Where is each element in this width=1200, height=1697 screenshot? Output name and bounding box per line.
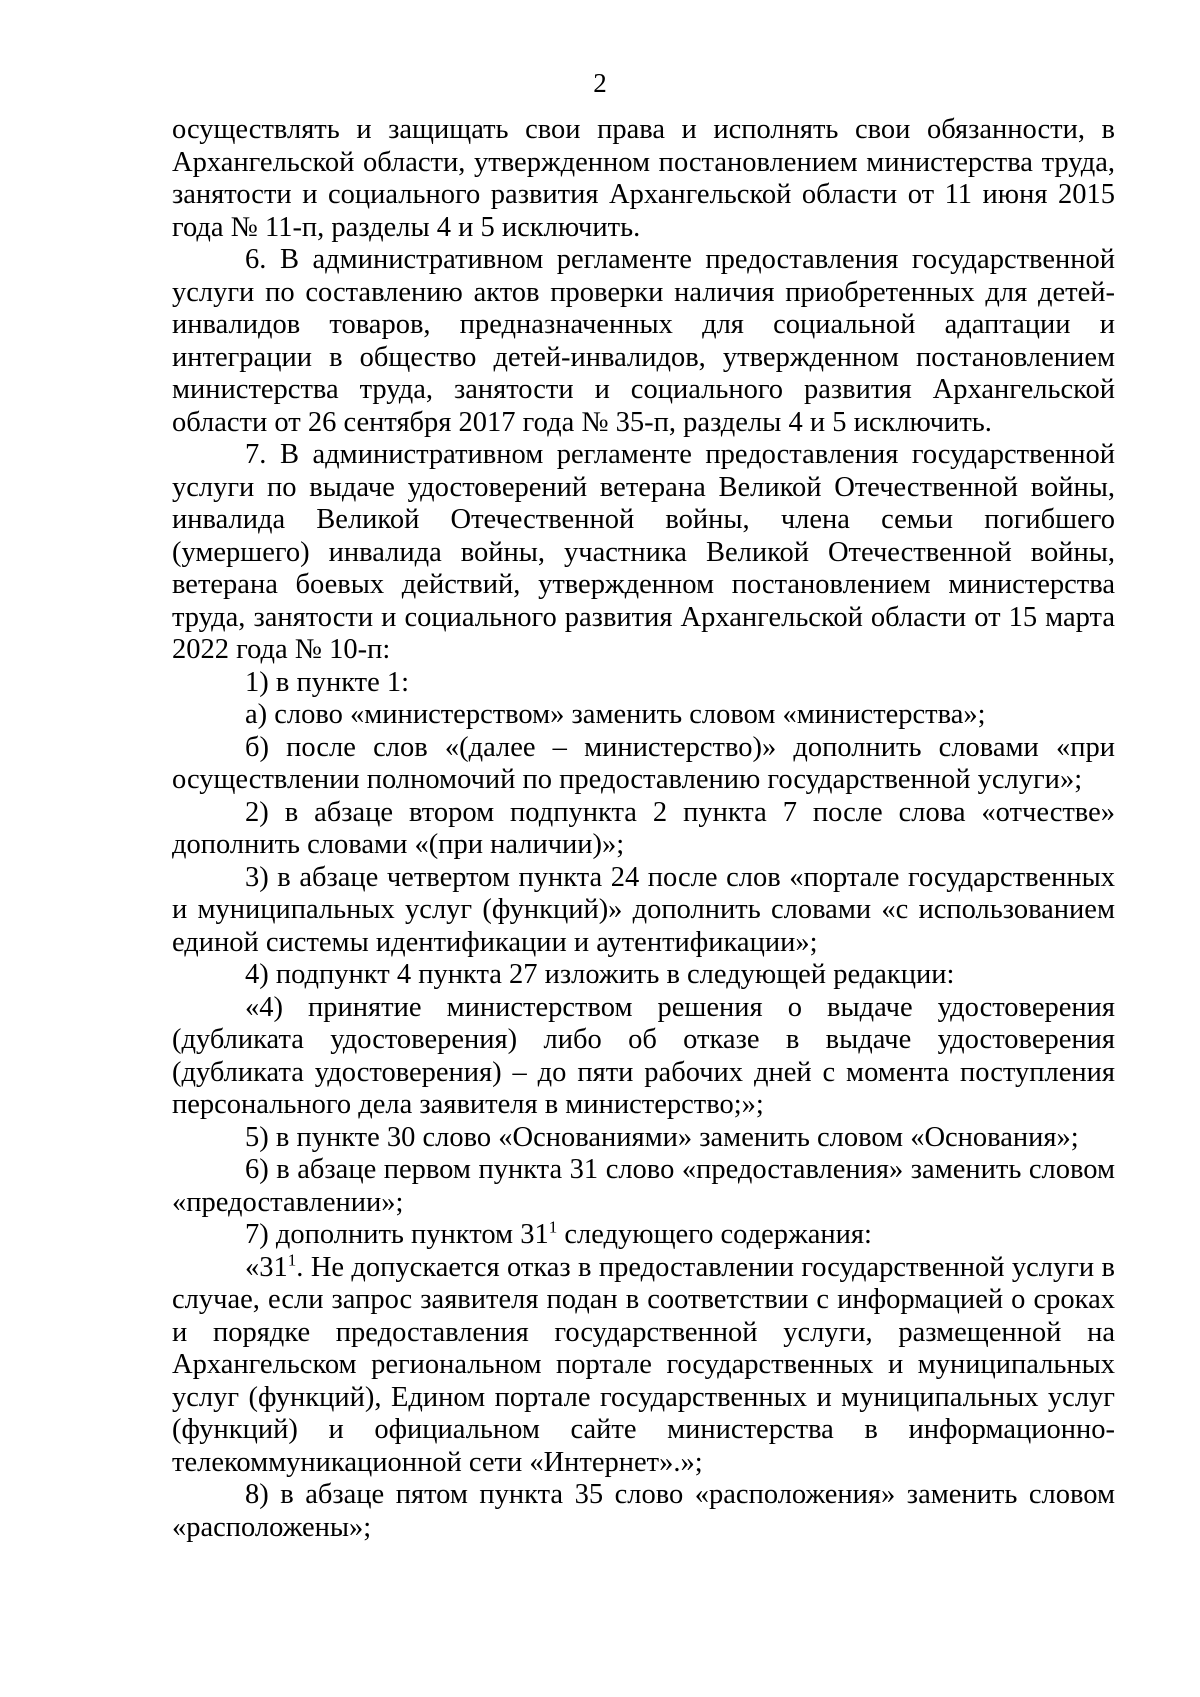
subitem-7-text-before: 7) дополнить пунктом 31 <box>245 1219 549 1250</box>
subitem-7 <box>172 1219 1115 1252</box>
page-number: 2 <box>593 68 607 98</box>
subitem-7-text-after: следующего содержания: <box>557 1219 872 1250</box>
paragraph-item-6: 6. В административном регламенте предоставления государственной услуги по составлению актов проверки наличия приобретенных для детей-инвалидов товаров, предназначенных для социальной адаптации и интеграции в общество детей-инвалидов, утвержденном постановлением министерства труда, занятости и социального развития Архангельской области от 26 сентября 2017 года № 35-п, разделы 4 и 5 исключить. <box>172 244 1115 438</box>
subitem-4: 4) подпункт 4 пункта 27 изложить в следующей редакции: <box>245 959 955 990</box>
quote-text-after: . Не допускается отказ в предоставлении государственной услуги в случае, если запрос заявителя подан в соответствии с информацией о сроках и порядке предоставления государственной услуги, размещенной на Архангельском региональном портале государственных и муниципальных услуг (функций), Едином портале государственных и муниципальных услуг (функций) и официальном сайте министерства в информационно-телекоммуникационной сети «Интернет».»; <box>172 1251 1115 1478</box>
subitem-1b: б) после слов «(далее – министерство)» дополнить словами «при осуществлении полномочий по предоставлению государственной услуги»; <box>172 731 1115 795</box>
subitem-6: 6) в абзаце первом пункта 31 слово «предоставления» заменить словом «предоставлении»; <box>172 1154 1115 1218</box>
paragraph-item-7: 7. В административном регламенте предоставления государственной услуги по выдаче удостоверений ветерана Великой Отечественной войны, инвалида Великой Отечественной войны, члена семьи погибшего (умершего) инвалида войны, участника Великой Отечественной войны, ветерана боевых действий, утвержденном постановлением министерства труда, занятости и социального развития Архангельской области от 15 марта 2022 года № 10-п: <box>172 439 1115 665</box>
subitem-3: 3) в абзаце четвертом пункта 24 после слов «портале государственных и муниципальных услуг (функций)» дополнить словами «с использованием единой системы идентификации и аутентификации»; <box>172 861 1115 958</box>
subitem-5: 5) в пункте 30 слово «Основаниями» заменить словом «Основания»; <box>245 1121 1079 1153</box>
document-body <box>172 114 1115 1544</box>
subitem-7-quote <box>172 1252 1115 1480</box>
superscript-number: 1 <box>287 1250 297 1269</box>
quote-text-before: «31 <box>245 1251 288 1283</box>
subitem-1: 1) в пункте 1: <box>245 666 410 698</box>
subitem-1a: а) слово «министерством» заменить словом «министерства»; <box>245 699 986 730</box>
paragraph-continuation: осуществлять и защищать свои права и исполнять свои обязанности, в Архангельской области, утвержденном постановлением министерства труда, занятости и социального развития Архангельской области от 11 июня 2015 года № 11-п, разделы 4 и 5 исключить. <box>172 114 1115 243</box>
subitem-4-quote: «4) принятие министерством решения о выдаче удостоверения (дубликата удостоверения) либо об отказе в выдаче удостоверения (дубликата удостоверения) – до пяти рабочих дней с момента поступления персонального дела заявителя в министерство;»; <box>172 991 1115 1120</box>
subitem-8: 8) в абзаце пятом пункта 35 слово «расположения» заменить словом «расположены»; <box>172 1479 1115 1543</box>
superscript-number: 1 <box>548 1217 558 1237</box>
subitem-2: 2) в абзаце втором подпункта 2 пункта 7 после слова «отчестве» дополнить словами «(при наличии)»; <box>172 796 1115 860</box>
